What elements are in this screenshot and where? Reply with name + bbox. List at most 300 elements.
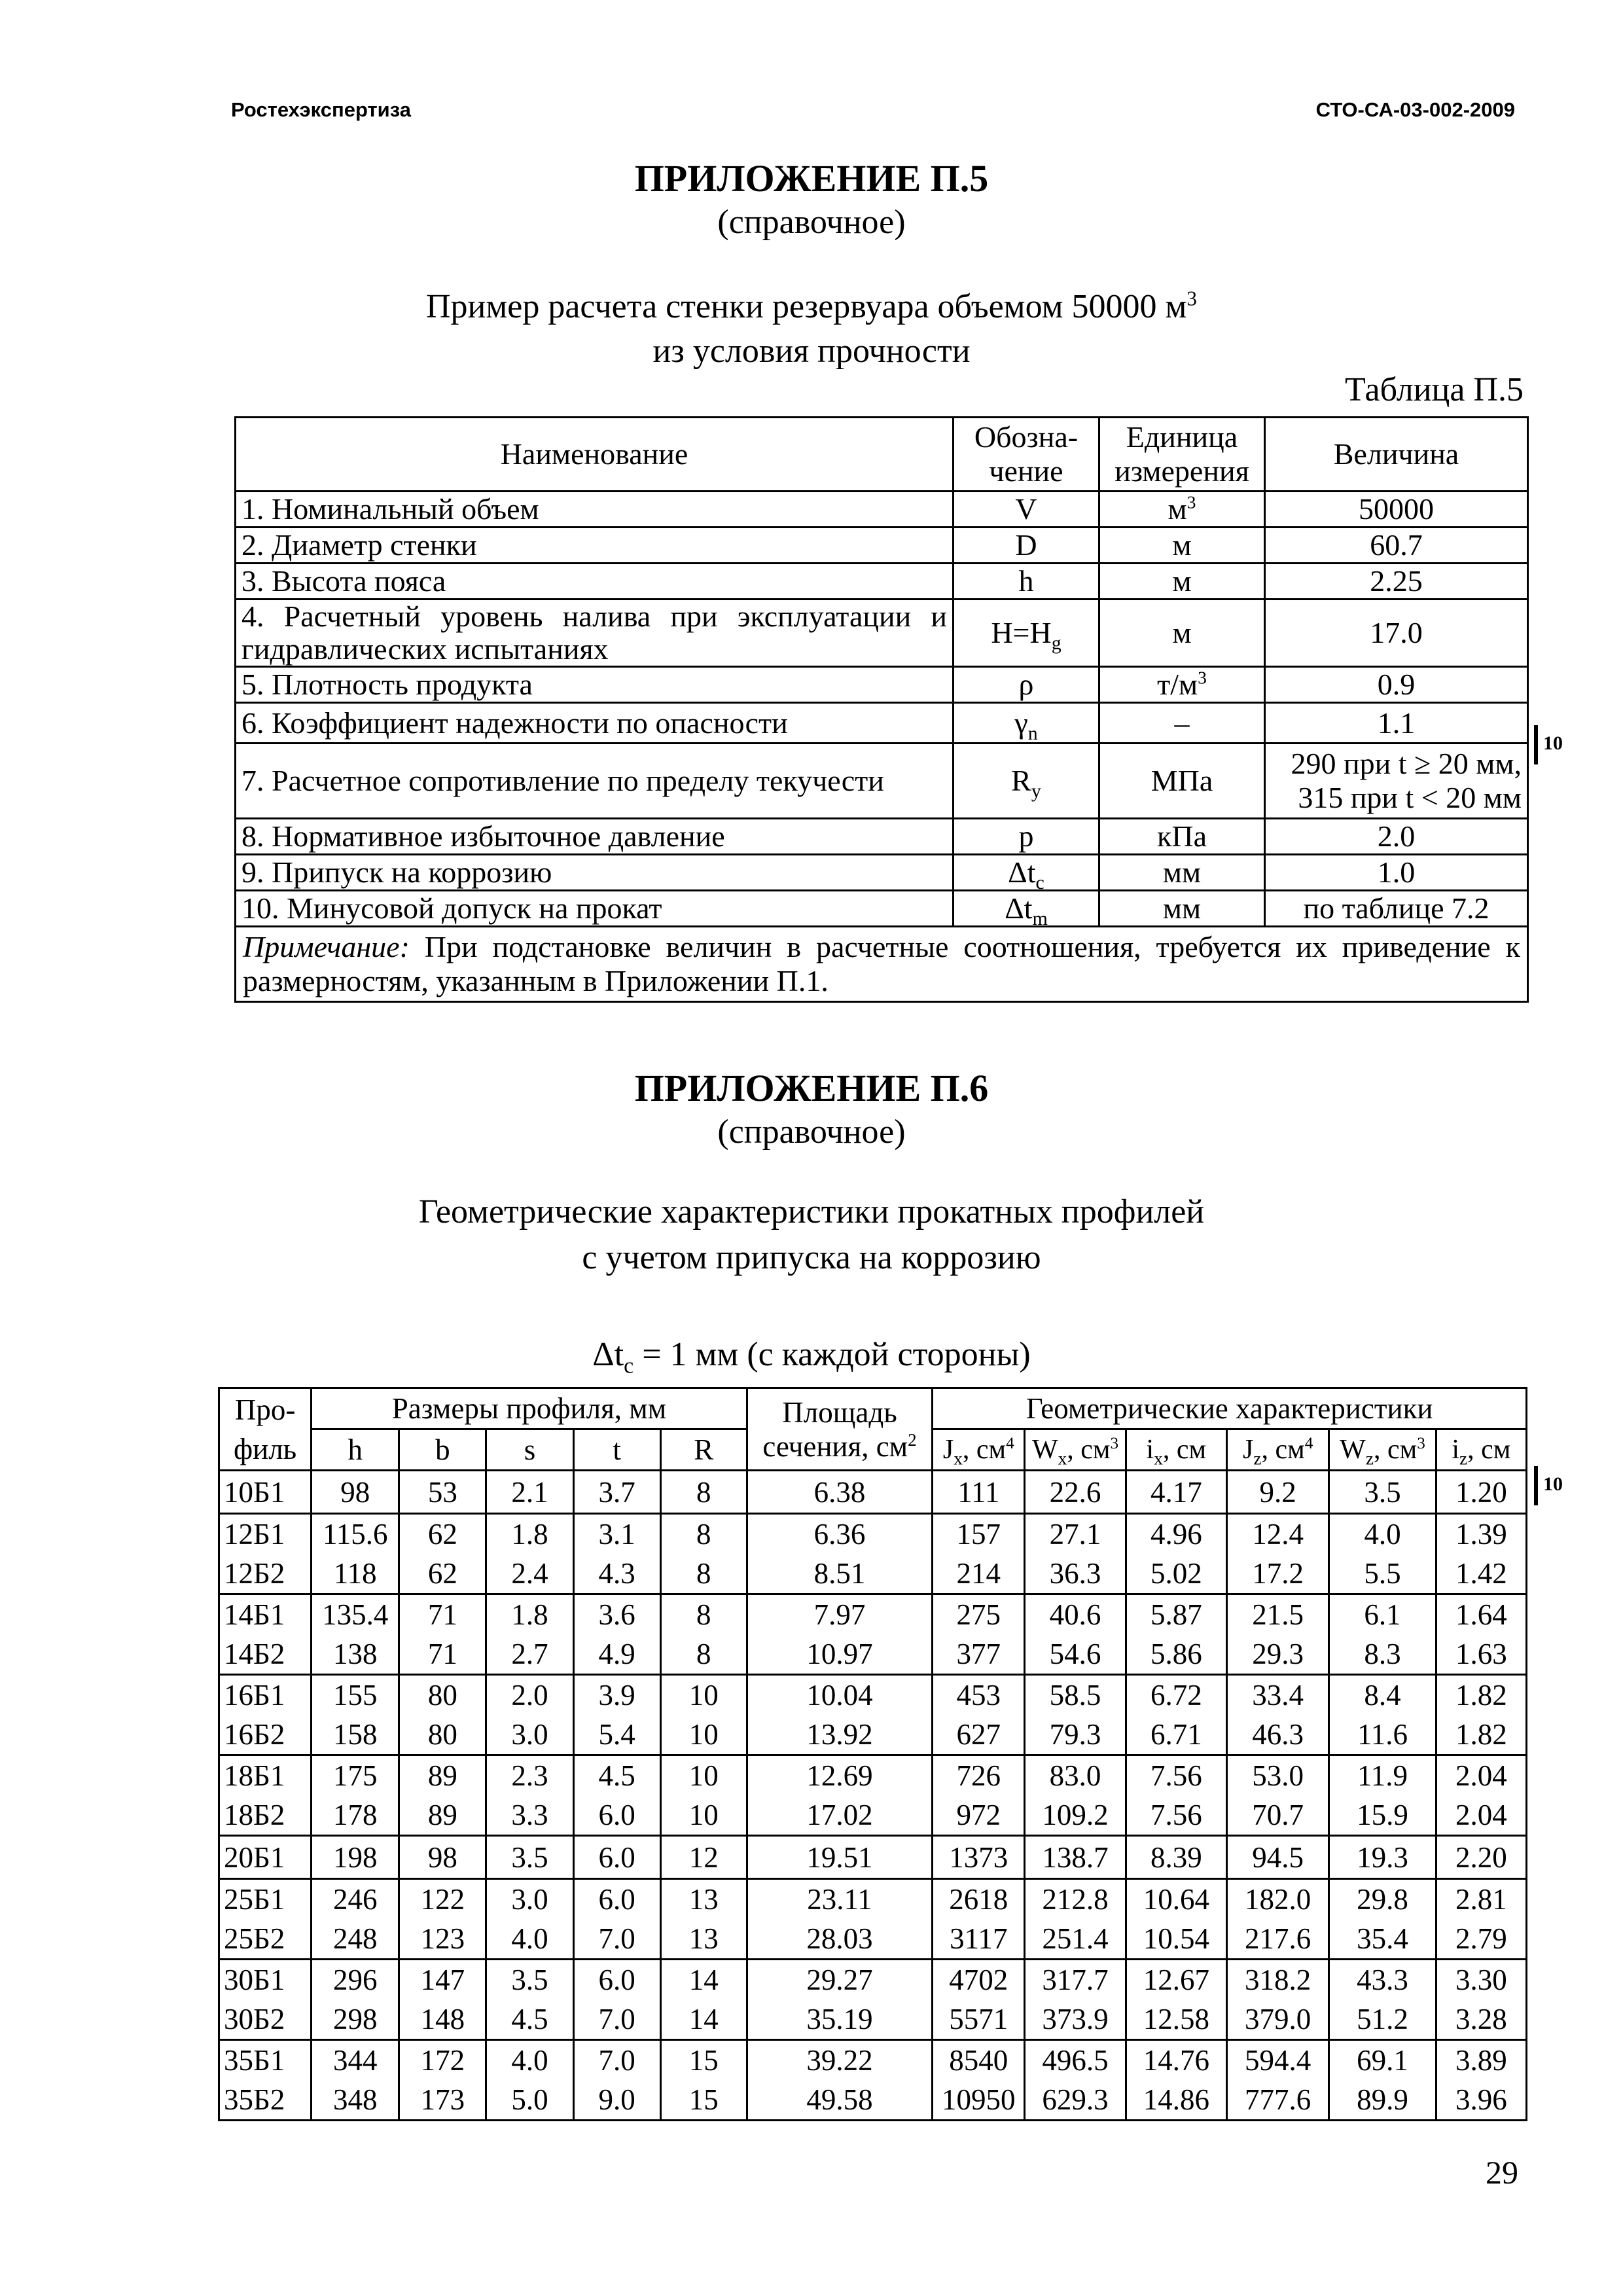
profile-name: 25Б2: [219, 1919, 312, 1960]
table-cell: 4.9: [573, 1634, 660, 1675]
profile-name: 25Б1: [219, 1879, 312, 1920]
table-cell: 17.02: [747, 1795, 932, 1836]
table-row: [219, 1836, 1527, 1879]
table-row: [236, 703, 1528, 744]
table-row: [236, 891, 1528, 927]
header-organization: Ростехэкспертиза: [231, 98, 411, 121]
table-cell: 2.79: [1436, 1919, 1526, 1960]
row-unit: МПа: [1099, 744, 1265, 819]
table-cell: 51.2: [1329, 2000, 1436, 2040]
appendix-p6-subtitle: (справочное): [717, 1113, 906, 1151]
table-cell: 5571: [933, 2000, 1025, 2040]
table-cell: 70.7: [1226, 1795, 1329, 1836]
row-value: 2.25: [1265, 564, 1528, 600]
column-header: Единица измерения: [1099, 418, 1265, 492]
table-cell: 6.36: [747, 1514, 932, 1554]
table-cell: 4.0: [1329, 1514, 1436, 1554]
table-row: [219, 1879, 1527, 1920]
table-cell: 8: [660, 1554, 747, 1594]
table-cell: 89: [399, 1755, 486, 1796]
column-header-geometry: Геометрические характеристики: [933, 1388, 1527, 1429]
column-header: Величина: [1265, 418, 1528, 492]
table-row: [236, 564, 1528, 600]
table-cell: 972: [933, 1795, 1025, 1836]
table-cell: 377: [933, 1634, 1025, 1675]
profile-name: 14Б1: [219, 1594, 312, 1635]
table-cell: 89: [399, 1795, 486, 1836]
table-cell: 14: [660, 2000, 747, 2040]
table-cell: 5.4: [573, 1715, 660, 1755]
table-cell: 3.5: [1329, 1471, 1436, 1514]
table-row: [236, 528, 1528, 564]
row-value: 0.9: [1265, 667, 1528, 703]
row-name: 6. Коэффициент надежности по опасности: [236, 703, 954, 744]
table-cell: 10: [660, 1675, 747, 1715]
column-subheader: R: [660, 1429, 747, 1471]
table-cell: 317.7: [1025, 1960, 1126, 2000]
table-cell: 198: [312, 1836, 399, 1879]
table-cell: 14.76: [1126, 2040, 1226, 2081]
table-cell: 3.0: [486, 1715, 573, 1755]
row-symbol: D: [954, 528, 1099, 564]
table-cell: 155: [312, 1675, 399, 1715]
page-number: 29: [1486, 2154, 1518, 2191]
table-cell: 7.56: [1126, 1795, 1226, 1836]
table-cell: 10950: [933, 2080, 1025, 2121]
table-cell: 40.6: [1025, 1594, 1126, 1635]
column-header-area: Площадь сечения, $см^2$: [747, 1388, 932, 1471]
table-cell: 251.4: [1025, 1919, 1126, 1960]
table-cell: 2.3: [486, 1755, 573, 1796]
table-cell: 135.4: [312, 1594, 399, 1635]
table-row: [219, 1795, 1527, 1836]
table-cell: 4.3: [573, 1554, 660, 1594]
profile-name: 30Б2: [219, 2000, 312, 2040]
column-subheader: $J_z$, $см^4$: [1226, 1429, 1329, 1471]
table-row: [219, 1715, 1527, 1755]
table-cell: 8: [660, 1514, 747, 1554]
table-cell: 6.1: [1329, 1594, 1436, 1635]
table-cell: 8.39: [1126, 1836, 1226, 1879]
table-cell: 2.81: [1436, 1879, 1526, 1920]
table-cell: 178: [312, 1795, 399, 1836]
table-cell: 71: [399, 1634, 486, 1675]
table-cell: 726: [933, 1755, 1025, 1796]
appendix-p6-heading: Геометрические характеристики прокатных профилей: [418, 1193, 1205, 1230]
revision-mark-2: 10: [1534, 1466, 1563, 1505]
table-row: [219, 1514, 1527, 1554]
table-cell: 1373: [933, 1836, 1025, 1879]
profile-name: 35Б2: [219, 2080, 312, 2121]
table-cell: 6.38: [747, 1471, 932, 1514]
row-symbol: $H=H_g$: [954, 600, 1099, 667]
table-cell: 12: [660, 1836, 747, 1879]
table-cell: 4.96: [1126, 1514, 1226, 1554]
column-header-profile: Про- филь: [219, 1388, 312, 1471]
table-cell: 98: [399, 1836, 486, 1879]
table-cell: 182.0: [1226, 1879, 1329, 1920]
table-cell: 594.4: [1226, 2040, 1329, 2081]
table-cell: 46.3: [1226, 1715, 1329, 1755]
table-row: [236, 855, 1528, 891]
profile-name: 18Б2: [219, 1795, 312, 1836]
column-header-dimensions: Размеры профиля, мм: [312, 1388, 747, 1429]
table-cell: 4702: [933, 1960, 1025, 2000]
table-cell: 1.20: [1436, 1471, 1526, 1514]
row-unit: м: [1099, 564, 1265, 600]
column-subheader: $i_x$, см: [1126, 1429, 1226, 1471]
row-value: 1.1: [1265, 703, 1528, 744]
table-cell: 379.0: [1226, 2000, 1329, 2040]
row-value: 290 при t ≥ 20 мм, 315 при t < 20 мм: [1265, 744, 1528, 819]
table-cell: 8.51: [747, 1554, 932, 1594]
table-cell: 118: [312, 1554, 399, 1594]
table-cell: 8.4: [1329, 1675, 1436, 1715]
table-cell: 3.89: [1436, 2040, 1526, 2081]
profile-name: 16Б1: [219, 1675, 312, 1715]
table-cell: 122: [399, 1879, 486, 1920]
row-symbol: $\gamma_n$: [954, 703, 1099, 744]
table-cell: 36.3: [1025, 1554, 1126, 1594]
row-value: 17.0: [1265, 600, 1528, 667]
table-note: Примечание: При подстановке величин в расчетные соотношения, требуется их приведение к размерностям, указанным в Приложении П.1.: [236, 927, 1528, 1002]
table-cell: 217.6: [1226, 1919, 1329, 1960]
table-cell: 3.3: [486, 1795, 573, 1836]
table-cell: 1.8: [486, 1514, 573, 1554]
row-symbol: ρ: [954, 667, 1099, 703]
table-cell: 214: [933, 1554, 1025, 1594]
row-unit: м: [1099, 600, 1265, 667]
table-cell: 49.58: [747, 2080, 932, 2121]
row-symbol: h: [954, 564, 1099, 600]
table-header-row: [236, 418, 1528, 492]
table-cell: 453: [933, 1675, 1025, 1715]
row-name: 9. Припуск на коррозию: [236, 855, 954, 891]
table-cell: 3.7: [573, 1471, 660, 1514]
table-cell: 344: [312, 2040, 399, 2081]
row-unit: –: [1099, 703, 1265, 744]
column-subheader: t: [573, 1429, 660, 1471]
row-value: 2.0: [1265, 819, 1528, 855]
table-cell: 2.04: [1436, 1755, 1526, 1796]
table-cell: 19.3: [1329, 1836, 1436, 1879]
table-cell: 111: [933, 1471, 1025, 1514]
column-header: Наименование: [236, 418, 954, 492]
table-label: Таблица П.5: [1345, 371, 1524, 408]
table-row: [219, 1594, 1527, 1635]
table-cell: 8.3: [1329, 1634, 1436, 1675]
table-cell: 158: [312, 1715, 399, 1755]
appendix-p5-subtitle: (справочное): [717, 204, 906, 241]
table-cell: 7.97: [747, 1594, 932, 1635]
header-document-code: СТО-СА-03-002-2009: [1315, 98, 1515, 121]
table-row: [219, 1919, 1527, 1960]
table-cell: 5.02: [1126, 1554, 1226, 1594]
table-cell: 2.0: [486, 1675, 573, 1715]
table-cell: 275: [933, 1594, 1025, 1635]
table-row: [219, 2080, 1527, 2121]
appendix-p6-heading-line2: с учетом припуска на коррозию: [582, 1239, 1041, 1276]
table-cell: 9.0: [573, 2080, 660, 2121]
row-value: 60.7: [1265, 528, 1528, 564]
table-cell: 1.82: [1436, 1715, 1526, 1755]
row-name: 1. Номинальный объем: [236, 492, 954, 528]
appendix-p6-title: ПРИЛОЖЕНИЕ П.6: [634, 1067, 989, 1109]
table-row: [219, 1634, 1527, 1675]
table-cell: 318.2: [1226, 1960, 1329, 2000]
row-name: 7. Расчетное сопротивление по пределу текучести: [236, 744, 954, 819]
row-name: 2. Диаметр стенки: [236, 528, 954, 564]
column-subheader: h: [312, 1429, 399, 1471]
profile-name: 12Б1: [219, 1514, 312, 1554]
table-cell: 248: [312, 1919, 399, 1960]
table-cell: 777.6: [1226, 2080, 1329, 2121]
table-cell: 1.82: [1436, 1675, 1526, 1715]
table-cell: 109.2: [1025, 1795, 1126, 1836]
table-cell: 4.0: [486, 2040, 573, 2081]
table-cell: 21.5: [1226, 1594, 1329, 1635]
appendix-p5-heading-line2: из условия прочности: [652, 332, 971, 370]
table-cell: 627: [933, 1715, 1025, 1755]
table-cell: 12.69: [747, 1755, 932, 1796]
table-row: [236, 492, 1528, 528]
row-name: 5. Плотность продукта: [236, 667, 954, 703]
table-cell: 123: [399, 1919, 486, 1960]
table-cell: 3.9: [573, 1675, 660, 1715]
table-cell: 83.0: [1025, 1755, 1126, 1796]
table-cell: 212.8: [1025, 1879, 1126, 1920]
table-row: [236, 744, 1528, 819]
table-cell: 53.0: [1226, 1755, 1329, 1796]
table-cell: 14.86: [1126, 2080, 1226, 2121]
table-cell: 9.2: [1226, 1471, 1329, 1514]
row-name: 10. Минусовой допуск на прокат: [236, 891, 954, 927]
table-row: [219, 2000, 1527, 2040]
table-cell: 3.6: [573, 1594, 660, 1635]
table-cell: 80: [399, 1675, 486, 1715]
table-cell: 1.8: [486, 1594, 573, 1635]
table-cell: 13: [660, 1879, 747, 1920]
table-cell: 6.0: [573, 1879, 660, 1920]
row-unit: м: [1099, 528, 1265, 564]
table-cell: 1.42: [1436, 1554, 1526, 1594]
table-row: [219, 2040, 1527, 2081]
table-cell: 22.6: [1025, 1471, 1126, 1514]
table-cell: 1.39: [1436, 1514, 1526, 1554]
table-cell: 7.56: [1126, 1755, 1226, 1796]
profile-name: 30Б1: [219, 1960, 312, 2000]
table-cell: 23.11: [747, 1879, 932, 1920]
table-cell: 348: [312, 2080, 399, 2121]
table-cell: 148: [399, 2000, 486, 2040]
table-cell: 10: [660, 1715, 747, 1755]
profile-name: 14Б2: [219, 1634, 312, 1675]
table-cell: 13.92: [747, 1715, 932, 1755]
table-cell: 79.3: [1025, 1715, 1126, 1755]
table-cell: 6.0: [573, 1836, 660, 1879]
table-cell: 43.3: [1329, 1960, 1436, 2000]
table-row: [236, 667, 1528, 703]
column-subheader: s: [486, 1429, 573, 1471]
table-cell: 2.7: [486, 1634, 573, 1675]
table-cell: 4.5: [486, 2000, 573, 2040]
appendix-p5-heading: Пример расчета стенки резервуара объемом 50000 $м^3$: [425, 287, 1197, 325]
table-cell: 5.87: [1126, 1594, 1226, 1635]
table-cell: 3.5: [486, 1960, 573, 2000]
table-cell: 33.4: [1226, 1675, 1329, 1715]
column-subheader: $J_x$, $см^4$: [933, 1429, 1025, 1471]
appendix-p5-title: ПРИЛОЖЕНИЕ П.5: [634, 157, 989, 200]
table-row: [219, 1675, 1527, 1715]
table-cell: 10.04: [747, 1675, 932, 1715]
table-cell: 2.20: [1436, 1836, 1526, 1879]
table-cell: 246: [312, 1879, 399, 1920]
table-row: [236, 819, 1528, 855]
table-cell: 35.19: [747, 2000, 932, 2040]
table-cell: 3.96: [1436, 2080, 1526, 2121]
revision-mark: 10: [1534, 725, 1563, 764]
table-cell: 12.58: [1126, 2000, 1226, 2040]
table-cell: 98: [312, 1471, 399, 1514]
row-symbol: V: [954, 492, 1099, 528]
table-cell: 175: [312, 1755, 399, 1796]
table-cell: 29.27: [747, 1960, 932, 2000]
table-cell: 3117: [933, 1919, 1025, 1960]
table-cell: 12.67: [1126, 1960, 1226, 2000]
table-cell: 6.71: [1126, 1715, 1226, 1755]
column-subheader: $W_z$, $см^3$: [1329, 1429, 1436, 1471]
table-p6: [218, 1387, 1527, 2121]
table-row: [219, 1755, 1527, 1796]
table-cell: 28.03: [747, 1919, 932, 1960]
table-cell: 3.28: [1436, 2000, 1526, 2040]
row-name: 3. Высота пояса: [236, 564, 954, 600]
row-value: 1.0: [1265, 855, 1528, 891]
table-cell: 629.3: [1025, 2080, 1126, 2121]
profile-name: 18Б1: [219, 1755, 312, 1796]
table-cell: 7.0: [573, 2040, 660, 2081]
table-cell: 8540: [933, 2040, 1025, 2081]
row-symbol: $\Delta t_m$: [954, 891, 1099, 927]
table-cell: 4.5: [573, 1755, 660, 1796]
table-cell: 7.0: [573, 2000, 660, 2040]
table-cell: 17.2: [1226, 1554, 1329, 1594]
corrosion-allowance-label: $\Delta t_c = 1$ мм (с каждой стороны): [592, 1336, 1031, 1378]
row-value: по таблице 7.2: [1265, 891, 1528, 927]
row-symbol: $R_y$: [954, 744, 1099, 819]
table-cell: 1.64: [1436, 1594, 1526, 1635]
column-subheader: $W_x$, $см^3$: [1025, 1429, 1126, 1471]
table-cell: 11.9: [1329, 1755, 1436, 1796]
row-symbol: $\Delta t_c$: [954, 855, 1099, 891]
table-cell: 6.0: [573, 1960, 660, 2000]
table-cell: 3.0: [486, 1879, 573, 1920]
table-cell: 8: [660, 1634, 747, 1675]
table-cell: 4.0: [486, 1919, 573, 1960]
profile-name: 12Б2: [219, 1554, 312, 1594]
table-cell: 13: [660, 1919, 747, 1960]
table-cell: 89.9: [1329, 2080, 1436, 2121]
table-cell: 15.9: [1329, 1795, 1436, 1836]
table-cell: 15: [660, 2040, 747, 2081]
table-cell: 2.04: [1436, 1795, 1526, 1836]
profile-name: 16Б2: [219, 1715, 312, 1755]
table-cell: 29.3: [1226, 1634, 1329, 1675]
table-cell: 10: [660, 1795, 747, 1836]
table-cell: 7.0: [573, 1919, 660, 1960]
table-cell: 54.6: [1025, 1634, 1126, 1675]
table-row: [219, 1554, 1527, 1594]
table-cell: 298: [312, 2000, 399, 2040]
column-subheader: b: [399, 1429, 486, 1471]
table-row: [236, 600, 1528, 667]
table-cell: 10: [660, 1755, 747, 1796]
table-cell: 11.6: [1329, 1715, 1436, 1755]
table-cell: 3.5: [486, 1836, 573, 1879]
table-cell: 4.17: [1126, 1471, 1226, 1514]
table-cell: 373.9: [1025, 2000, 1126, 2040]
table-cell: 115.6: [312, 1514, 399, 1554]
table-cell: 147: [399, 1960, 486, 2000]
table-cell: 12.4: [1226, 1514, 1329, 1554]
table-cell: 3.30: [1436, 1960, 1526, 2000]
profile-name: 10Б1: [219, 1471, 312, 1514]
table-cell: 10.64: [1126, 1879, 1226, 1920]
table-cell: 29.8: [1329, 1879, 1436, 1920]
table-cell: 27.1: [1025, 1514, 1126, 1554]
profile-name: 35Б1: [219, 2040, 312, 2081]
table-cell: 15: [660, 2080, 747, 2121]
table-cell: 94.5: [1226, 1836, 1329, 1879]
row-unit: мм: [1099, 855, 1265, 891]
row-unit: $т/м^3$: [1099, 667, 1265, 703]
table-cell: 157: [933, 1514, 1025, 1554]
table-cell: 296: [312, 1960, 399, 2000]
row-unit: кПа: [1099, 819, 1265, 855]
table-cell: 2618: [933, 1879, 1025, 1920]
table-cell: 2.1: [486, 1471, 573, 1514]
table-cell: 1.63: [1436, 1634, 1526, 1675]
table-cell: 10.97: [747, 1634, 932, 1675]
table-cell: 8: [660, 1594, 747, 1635]
table-cell: 80: [399, 1715, 486, 1755]
table-cell: 39.22: [747, 2040, 932, 2081]
row-name: 4. Расчетный уровень налива при эксплуатации и гидравлических испытаниях: [236, 600, 954, 667]
table-cell: 35.4: [1329, 1919, 1436, 1960]
table-cell: 10.54: [1126, 1919, 1226, 1960]
row-symbol: p: [954, 819, 1099, 855]
table-cell: 138.7: [1025, 1836, 1126, 1879]
table-cell: 3.1: [573, 1514, 660, 1554]
table-cell: 19.51: [747, 1836, 932, 1879]
table-cell: 172: [399, 2040, 486, 2081]
row-unit: $м^3$: [1099, 492, 1265, 528]
table-cell: 62: [399, 1554, 486, 1594]
note-row: [236, 927, 1528, 1002]
column-header: Обозна- чение: [954, 418, 1099, 492]
table-p5: [234, 416, 1529, 1003]
table-cell: 2.4: [486, 1554, 573, 1594]
table-cell: 58.5: [1025, 1675, 1126, 1715]
row-name: 8. Нормативное избыточное давление: [236, 819, 954, 855]
row-value: 50000: [1265, 492, 1528, 528]
column-subheader: $i_z$, см: [1436, 1429, 1526, 1471]
table-cell: 8: [660, 1471, 747, 1514]
table-cell: 71: [399, 1594, 486, 1635]
table-cell: 138: [312, 1634, 399, 1675]
table-cell: 173: [399, 2080, 486, 2121]
table-cell: 496.5: [1025, 2040, 1126, 2081]
